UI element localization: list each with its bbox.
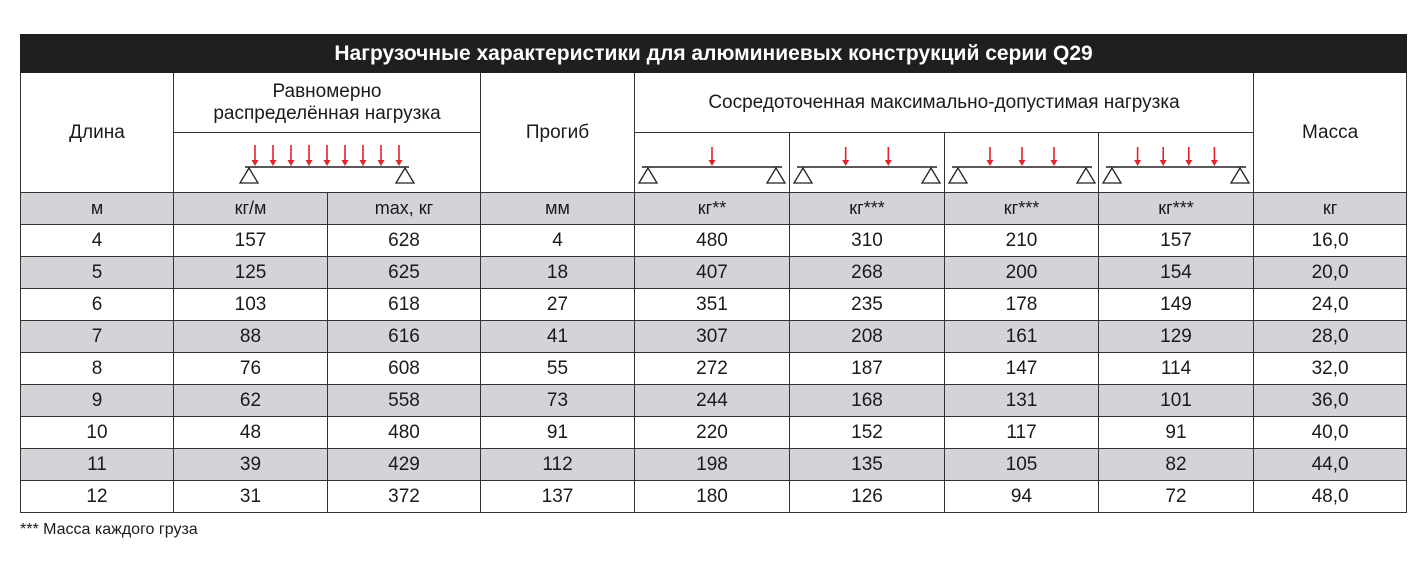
point-load-diagram-cell-2	[790, 133, 945, 193]
table-cell: 16,0	[1254, 225, 1407, 257]
table-cell: 126	[790, 481, 945, 513]
table-cell: 41	[481, 321, 635, 353]
table-row	[21, 257, 1407, 289]
table-cell: 117	[945, 417, 1099, 449]
support-triangle-icon	[922, 168, 940, 183]
unit-cell: max, кг	[328, 193, 481, 225]
load-arrow-icon	[324, 145, 331, 166]
load-arrow-icon	[1134, 147, 1141, 166]
table-cell: 429	[328, 449, 481, 481]
point-load-diagram-3	[948, 135, 1096, 191]
load-table-container	[20, 34, 1406, 513]
table-cell: 91	[1099, 417, 1254, 449]
support-triangle-icon	[794, 168, 812, 183]
table-cell: 40,0	[1254, 417, 1407, 449]
point-load-diagram-2	[793, 135, 941, 191]
table-cell: 129	[1099, 321, 1254, 353]
header-uniform-load: Равномерно распределённая нагрузка	[174, 73, 481, 133]
table-row	[21, 385, 1407, 417]
table-cell: 152	[790, 417, 945, 449]
unit-cell: кг***	[945, 193, 1099, 225]
unit-cell: кг**	[635, 193, 790, 225]
table-cell: 220	[635, 417, 790, 449]
table-cell: 44,0	[1254, 449, 1407, 481]
load-arrow-icon	[306, 145, 313, 166]
header-concentrated-load: Сосредоточенная максимально-допустимая нагрузка	[635, 73, 1254, 133]
table-cell: 103	[174, 289, 328, 321]
table-row	[21, 225, 1407, 257]
table-cell: 157	[174, 225, 328, 257]
footnote: *** Масса каждого груза	[20, 521, 198, 538]
table-cell: 310	[790, 225, 945, 257]
unit-cell: кг***	[1099, 193, 1254, 225]
table-cell: 125	[174, 257, 328, 289]
point-load-diagram-cell-4	[1099, 133, 1254, 193]
load-arrow-icon	[986, 147, 993, 166]
load-arrow-icon	[270, 145, 277, 166]
load-arrow-icon	[709, 147, 716, 166]
table-row	[21, 353, 1407, 385]
table-cell: 11	[21, 449, 174, 481]
table-cell: 5	[21, 257, 174, 289]
load-arrow-icon	[396, 145, 403, 166]
unit-cell: м	[21, 193, 174, 225]
load-table	[20, 34, 1407, 513]
table-cell: 105	[945, 449, 1099, 481]
table-cell: 8	[21, 353, 174, 385]
table-cell: 76	[174, 353, 328, 385]
table-cell: 112	[481, 449, 635, 481]
table-cell: 91	[481, 417, 635, 449]
table-cell: 558	[328, 385, 481, 417]
table-row	[21, 417, 1407, 449]
point-load-diagram-1	[638, 135, 786, 191]
table-cell: 210	[945, 225, 1099, 257]
table-cell: 628	[328, 225, 481, 257]
support-triangle-icon	[396, 168, 414, 183]
support-triangle-icon	[949, 168, 967, 183]
table-row	[21, 321, 1407, 353]
load-arrow-icon	[1211, 147, 1218, 166]
table-cell: 82	[1099, 449, 1254, 481]
load-arrow-icon	[1160, 147, 1167, 166]
table-cell: 168	[790, 385, 945, 417]
table-cell: 625	[328, 257, 481, 289]
table-cell: 24,0	[1254, 289, 1407, 321]
table-cell: 28,0	[1254, 321, 1407, 353]
table-cell: 72	[1099, 481, 1254, 513]
table-cell: 372	[328, 481, 481, 513]
table-cell: 4	[21, 225, 174, 257]
unit-cell: мм	[481, 193, 635, 225]
table-row	[21, 481, 1407, 513]
table-cell: 307	[635, 321, 790, 353]
table-cell: 407	[635, 257, 790, 289]
load-arrow-icon	[360, 145, 367, 166]
table-cell: 149	[1099, 289, 1254, 321]
table-cell: 39	[174, 449, 328, 481]
table-cell: 32,0	[1254, 353, 1407, 385]
load-arrow-icon	[1185, 147, 1192, 166]
table-title: Нагрузочные характеристики для алюминиевых конструкций серии Q29	[21, 35, 1407, 73]
header-mass: Масса	[1254, 73, 1407, 193]
header-deflection: Прогиб	[481, 73, 635, 193]
table-cell: 31	[174, 481, 328, 513]
table-cell: 480	[328, 417, 481, 449]
load-arrow-icon	[342, 145, 349, 166]
table-cell: 48,0	[1254, 481, 1407, 513]
table-cell: 618	[328, 289, 481, 321]
table-cell: 114	[1099, 353, 1254, 385]
table-cell: 154	[1099, 257, 1254, 289]
support-triangle-icon	[240, 168, 258, 183]
table-cell: 608	[328, 353, 481, 385]
units-row	[21, 193, 1407, 225]
table-row	[21, 449, 1407, 481]
table-cell: 101	[1099, 385, 1254, 417]
table-cell: 616	[328, 321, 481, 353]
table-cell: 137	[481, 481, 635, 513]
table-cell: 235	[790, 289, 945, 321]
table-cell: 18	[481, 257, 635, 289]
table-cell: 9	[21, 385, 174, 417]
load-arrow-icon	[288, 145, 295, 166]
table-cell: 94	[945, 481, 1099, 513]
point-load-diagram-cell-1	[635, 133, 790, 193]
table-cell: 187	[790, 353, 945, 385]
table-cell: 208	[790, 321, 945, 353]
table-cell: 351	[635, 289, 790, 321]
uniform-load-diagram-cell	[174, 133, 481, 193]
support-triangle-icon	[639, 168, 657, 183]
load-arrow-icon	[1050, 147, 1057, 166]
table-cell: 198	[635, 449, 790, 481]
unit-cell: кг/м	[174, 193, 328, 225]
unit-cell: кг	[1254, 193, 1407, 225]
support-triangle-icon	[1077, 168, 1095, 183]
table-cell: 178	[945, 289, 1099, 321]
load-arrow-icon	[1018, 147, 1025, 166]
table-cell: 272	[635, 353, 790, 385]
table-cell: 180	[635, 481, 790, 513]
table-cell: 157	[1099, 225, 1254, 257]
table-cell: 73	[481, 385, 635, 417]
load-arrow-icon	[842, 147, 849, 166]
table-cell: 6	[21, 289, 174, 321]
table-cell: 161	[945, 321, 1099, 353]
header-length: Длина	[21, 73, 174, 193]
load-arrow-icon	[252, 145, 259, 166]
table-cell: 10	[21, 417, 174, 449]
table-cell: 88	[174, 321, 328, 353]
table-cell: 200	[945, 257, 1099, 289]
point-load-diagram-4	[1102, 135, 1250, 191]
table-cell: 7	[21, 321, 174, 353]
support-triangle-icon	[767, 168, 785, 183]
table-cell: 12	[21, 481, 174, 513]
table-cell: 147	[945, 353, 1099, 385]
point-load-diagram-cell-3	[945, 133, 1099, 193]
table-cell: 48	[174, 417, 328, 449]
uniform-load-diagram	[227, 135, 427, 191]
table-cell: 62	[174, 385, 328, 417]
table-cell: 268	[790, 257, 945, 289]
unit-cell: кг***	[790, 193, 945, 225]
table-cell: 4	[481, 225, 635, 257]
support-triangle-icon	[1231, 168, 1249, 183]
table-cell: 135	[790, 449, 945, 481]
table-cell: 244	[635, 385, 790, 417]
load-arrow-icon	[378, 145, 385, 166]
table-cell: 480	[635, 225, 790, 257]
support-triangle-icon	[1103, 168, 1121, 183]
table-cell: 20,0	[1254, 257, 1407, 289]
table-row	[21, 289, 1407, 321]
table-cell: 27	[481, 289, 635, 321]
table-cell: 36,0	[1254, 385, 1407, 417]
table-cell: 55	[481, 353, 635, 385]
table-cell: 131	[945, 385, 1099, 417]
load-arrow-icon	[885, 147, 892, 166]
